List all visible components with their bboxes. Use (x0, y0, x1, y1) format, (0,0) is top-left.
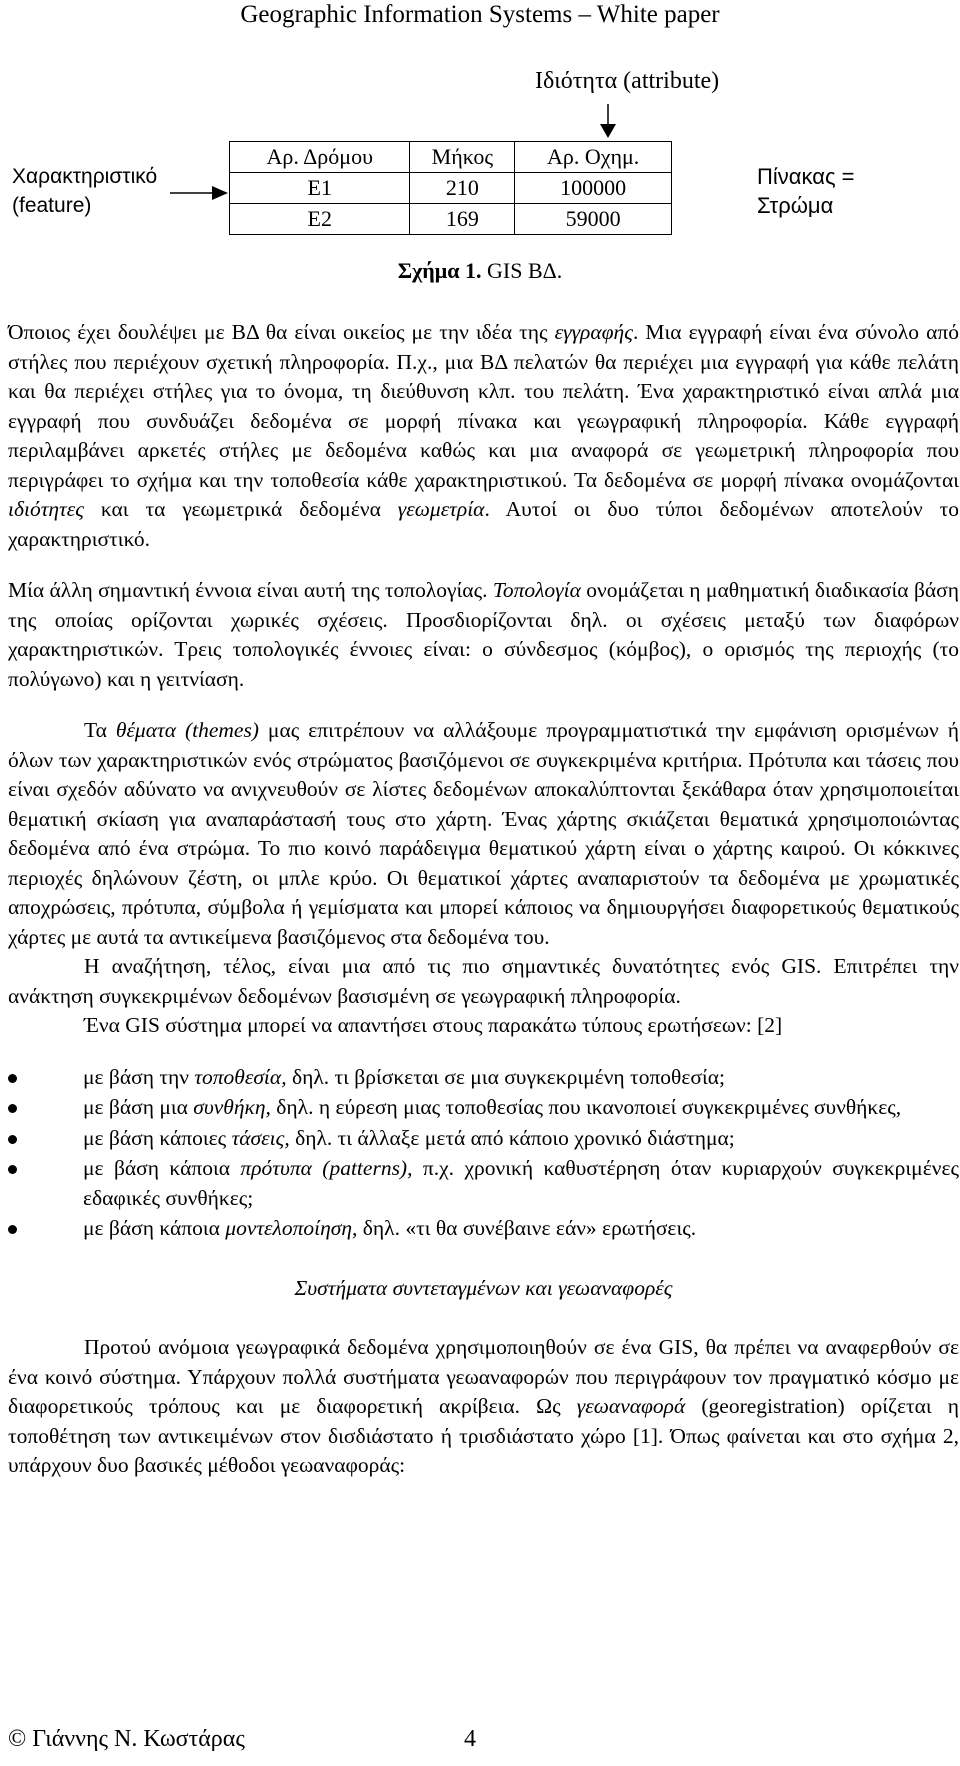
table-cell: 100000 (515, 173, 672, 204)
bullet-icon (8, 1165, 17, 1174)
list-item: με βάση μια συνθήκη, δηλ. η εύρεση μιας τοποθεσίας που ικανοποιεί συγκεκριμένες συνθήκες, (8, 1093, 959, 1123)
attribute-table (229, 141, 672, 235)
figure-caption: Σχήμα 1. GIS ΒΔ. (397, 258, 563, 283)
paragraph-search: Η αναζήτηση, τέλος, είναι μια από τις πιο σημαντικές δυνατότητες ενός GIS. Επιτρέπει την ανάκτηση συγκεκριμένων δεδομένων βασισμένη σε γεωγραφική πληροφορία. (8, 954, 959, 1008)
document-body (8, 318, 959, 1481)
bullet-icon (8, 1225, 17, 1234)
table-cell: 210 (410, 173, 515, 204)
bullet-icon (8, 1104, 17, 1113)
list-item: με βάση κάποια πρότυπα (patterns), π.χ. χρονική καθυστέρηση όταν κυριαρχούν συγκεκριμένες εδαφικές συνθήκες; (8, 1154, 959, 1213)
page-header: Geographic Information Systems – White paper (240, 1, 720, 28)
arrow-down-icon (600, 104, 616, 138)
bullet-icon (8, 1074, 17, 1083)
feature-label: Χαρακτηριστικό (feature) (12, 165, 158, 217)
footer-author: © Γιάννης Ν. Κωστάρας (8, 1726, 245, 1752)
attribute-label: Ιδιότητα (attribute) (535, 68, 720, 94)
paragraph-questions: Ένα GIS σύστημα μπορεί να απαντήσει στους παρακάτω τύπους ερωτήσεων: [2] (84, 1013, 783, 1037)
table-header-cell: Αρ. Δρόμου (230, 142, 410, 173)
table-row (230, 173, 672, 204)
layer-label: Πίνακας = Στρώμα (757, 164, 855, 218)
paragraph-themes: Τα θέματα (themes) μας επιτρέπουν να αλλάξουμε προγραμματιστικά την εμφάνιση ορισμένων ή όλων των χαρακτηριστικών ενός στρώματος βασιζόμενοι σε συγκεκριμένα κριτήρια. Πρότυπα και τάσεις που είναι σχεδόν αδύνατο να ανιχνευθούν σε λίστες δεδομένων αποκαλύπτονται ξεκάθαρα όταν χρησιμοποιείται θεματική σκίαση για αναπαράστασή τους στο χάρτη. Ένας χάρτης σκιάζεται θεματικά χρησιμοποιώντας δεδομένα από ένα στρώμα. Το πιο κοινό παράδειγμα θεματικού χάρτη είναι ο χάρτης καιρού. Οι κόκκινες περιοχές δηλώνουν ζέστη, οι μπλε κρύο. Οι θεματικοί χάρτες αναπαριστούν τα δεδομένα με χρωματικές αποχρώσεις, πρότυπα, σύμβολα ή γεμίσματα και μπορεί κάποιος να δημιουργήσει διαφορετικούς θεματικούς χάρτες με αυτά τα αντικείμενα βασιζόμενος στα δεδομένα του. (8, 718, 959, 949)
paragraph-records: Όποιος έχει δουλέψει με ΒΔ θα είναι οικείος με την ιδέα της εγγραφής. Μια εγγραφή είναι ένα σύνολο από στήλες που περιέχουν σχετική πληροφορία. Π.χ., μια ΒΔ πελατών θα περιέχει μια εγγραφή για κάθε πελάτη και θα περιέχει στήλες για το όνομα, τη διεύθυνση κλπ. του πελάτη. Ένα χαρακτηριστικό είναι απλά μια εγγραφή που συνδυάζει δεδομένα σε μορφή πίνακα και γεωγραφική πληροφορία. Κάθε εγγραφή περιλαμβάνει αρκετές στήλες με δεδομένα καθώς και μια αναφορά σε γεωμετρική πληροφορία που περιγράφει το σχήμα και την τοποθεσία κάθε χαρακτηριστικού. Τα δεδομένα σε μορφή πίνακα ονομάζονται ιδιότητες και τα γεωμετρικά δεδομένα γεωμετρία. Αυτοί οι δυο τύποι δεδομένων αποτελούν το χαρακτηριστικό. (8, 320, 960, 551)
question-list (8, 1063, 959, 1244)
table-cell: E2 (230, 204, 410, 235)
list-item: με βάση κάποιες τάσεις, δηλ. τι άλλαξε μετά από κάποιο χρονικό διάστημα; (8, 1124, 959, 1154)
list-item: με βάση την τοποθεσία, δηλ. τι βρίσκεται σε μια συγκεκριμένη τοποθεσία; (8, 1063, 959, 1093)
table-cell: E1 (230, 173, 410, 204)
table-header-cell: Αρ. Οχημ. (515, 142, 672, 173)
table-cell: 169 (410, 204, 515, 235)
paragraph-topology: Μία άλλη σημαντική έννοια είναι αυτή της τοπολογίας. Τοπολογία ονομάζεται η μαθηματική διαδικασία βάση της οποίας ορίζονται χωρικές σχέσεις. Προσδιορίζονται δηλ. οι σχέσεις μεταξύ των διαφόρων χαρακτηριστικών. Τρεις τοπολογικές έννοιες είναι: ο σύνδεσμος (κόμβος), ο ορισμός της περιοχής (το πολύγωνο) και η γειτνίαση. (8, 578, 959, 691)
list-item: με βάση κάποια μοντελοποίηση, δηλ. «τι θα συνέβαινε εάν» ερωτήσεις. (8, 1214, 959, 1244)
table-row (230, 204, 672, 235)
page-number: 4 (464, 1726, 476, 1752)
table-header-row (230, 142, 672, 173)
arrow-right-icon (170, 186, 228, 200)
table-header-cell: Μήκος (410, 142, 515, 173)
table-cell: 59000 (515, 204, 672, 235)
bullet-icon (8, 1135, 17, 1144)
section-title: Συστήματα συντεταγμένων και γεωαναφορές (294, 1275, 673, 1300)
paragraph-georegistration: Προτού ανόμοια γεωγραφικά δεδομένα χρησιμοποιηθούν σε ένα GIS, θα πρέπει να αναφερθούν σε ένα κοινό σύστημα. Υπάρχουν πολλά συστήματα γεωαναφορών που περιγράφουν τον πραγματικό κόσμο με διαφορετικούς τρόπους και με διαφορετική ακρίβεια. Ως γεωαναφορά (georegistration) ορίζεται η τοποθέτηση των αντικειμένων στον δισδιάστατο ή τρισδιάστατο χώρο [1]. Όπως φαίνεται και στο σχήμα 2, υπάρχουν δυο βασικές μέθοδοι γεωαναφοράς: (8, 1335, 960, 1477)
